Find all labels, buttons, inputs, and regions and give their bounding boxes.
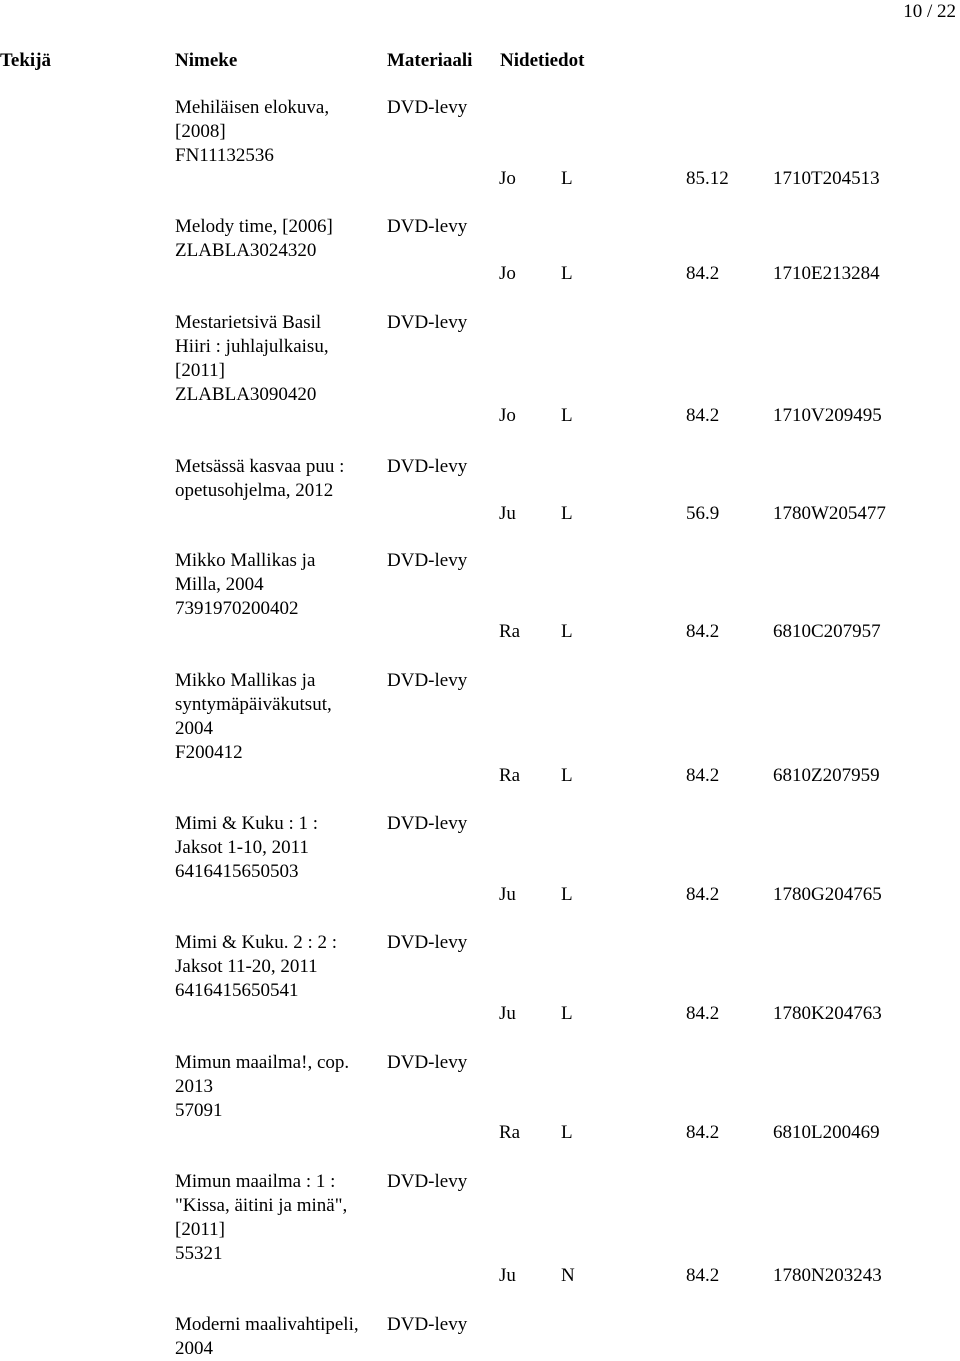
holding-shelf: L [561, 503, 573, 524]
holding-class: 84.2 [686, 765, 720, 786]
record-title-line: Jaksot 11-20, 2011 [175, 956, 318, 977]
header-holdings: Nidetiedot [500, 50, 585, 71]
record-material: DVD-levy [387, 932, 468, 953]
record-title-line: Mimun maailma!, cop. [175, 1052, 350, 1073]
record-title-line: Metsässä kasvaa puu : [175, 456, 345, 477]
holding-class: 84.2 [686, 405, 720, 426]
record-title [175, 669, 332, 765]
holding-shelf: L [561, 168, 573, 189]
record-material: DVD-levy [387, 1171, 468, 1192]
record-title-line: 6416415650503 [175, 861, 299, 882]
holding-location: Ra [499, 765, 521, 786]
record-title-line: Mikko Mallikas ja [175, 670, 316, 691]
record-title-line: Milla, 2004 [175, 574, 264, 595]
holding-location: Jo [499, 405, 516, 426]
record-title [175, 931, 337, 1003]
holding-class: 84.2 [686, 1265, 720, 1286]
holding-shelf: L [561, 884, 573, 905]
record-title-line: Melody time, [2006] [175, 216, 333, 237]
holding-shelf: L [561, 405, 573, 426]
record-title-line: [2008] [175, 121, 226, 142]
record-title-line: Mikko Mallikas ja [175, 550, 316, 571]
record-title-line: "Kissa, äitini ja minä", [175, 1195, 348, 1216]
record-title [175, 215, 333, 263]
record-material: DVD-levy [387, 97, 468, 118]
record-title [175, 455, 344, 503]
holding-class: 84.2 [686, 1122, 720, 1143]
holding-location: Ju [499, 1003, 516, 1024]
holding-shelf: L [561, 263, 573, 284]
holding-location: Jo [499, 263, 516, 284]
record-title-line: F200412 [175, 742, 243, 763]
holding-id: 1710V209495 [773, 405, 882, 426]
record-title-line: syntymäpäiväkutsut, [175, 694, 332, 715]
record-title-line: FN11132536 [175, 145, 274, 166]
record-title-line: Mimi & Kuku : 1 : [175, 813, 319, 834]
holding-class: 84.2 [686, 884, 720, 905]
header-author: Tekijä [0, 50, 52, 71]
holding-class: 85.12 [686, 168, 729, 189]
record-title-line: 57091 [175, 1100, 223, 1121]
holding-shelf: L [561, 1122, 573, 1143]
record-title [175, 96, 329, 168]
holding-class: 84.2 [686, 621, 720, 642]
record-material: DVD-levy [387, 216, 468, 237]
holding-shelf: L [561, 1003, 573, 1024]
record-title [175, 1170, 347, 1266]
record-title-line: Mehiläisen elokuva, [175, 97, 330, 118]
holding-id: 1710T204513 [773, 168, 880, 189]
holding-id: 6810L200469 [773, 1122, 880, 1143]
holding-location: Ju [499, 884, 516, 905]
record-title-line: Mimun maailma : 1 : [175, 1171, 336, 1192]
record-material: DVD-levy [387, 312, 468, 333]
holding-class: 84.2 [686, 1003, 720, 1024]
record-title-line: 6416415650541 [175, 980, 299, 1001]
holding-class: 56.9 [686, 503, 720, 524]
record-title [175, 549, 315, 621]
record-title-line: [2011] [175, 360, 225, 381]
holding-shelf: L [561, 621, 573, 642]
holding-id: 1780G204765 [773, 884, 882, 905]
record-title-line: opetusohjelma, 2012 [175, 480, 334, 501]
holding-location: Ju [499, 503, 516, 524]
record-title-line: ZLABLA3090420 [175, 384, 317, 405]
record-material: DVD-levy [387, 670, 468, 691]
holding-id: 1780W205477 [773, 503, 886, 524]
holding-location: Ju [499, 1265, 516, 1286]
record-title-line: ZLABLA3024320 [175, 240, 317, 261]
holding-location: Jo [499, 168, 516, 189]
holding-shelf: N [561, 1265, 575, 1286]
holding-class: 84.2 [686, 263, 720, 284]
holding-location: Ra [499, 1122, 521, 1143]
record-title [175, 1051, 349, 1123]
record-title [175, 812, 318, 884]
holding-id: 1780K204763 [773, 1003, 882, 1024]
record-title-line: 2004 [175, 1338, 213, 1359]
record-title-line: 2004 [175, 718, 213, 739]
record-material: DVD-levy [387, 1314, 468, 1335]
page-number: 10 / 22 [903, 1, 956, 22]
record-title-line: Hiiri : juhlajulkaisu, [175, 336, 329, 357]
header-material: Materiaali [387, 50, 473, 71]
record-material: DVD-levy [387, 456, 468, 477]
holding-id: 1710E213284 [773, 263, 880, 284]
record-title-line: Jaksot 1-10, 2011 [175, 837, 309, 858]
record-title [175, 1313, 359, 1361]
record-material: DVD-levy [387, 813, 468, 834]
record-title-line: [2011] [175, 1219, 225, 1240]
holding-location: Ra [499, 621, 521, 642]
holding-id: 6810C207957 [773, 621, 881, 642]
record-title-line: 7391970200402 [175, 598, 299, 619]
record-title [175, 311, 329, 407]
record-material: DVD-levy [387, 1052, 468, 1073]
header-title: Nimeke [175, 50, 238, 71]
record-title-line: 55321 [175, 1243, 223, 1264]
record-title-line: Mestarietsivä Basil [175, 312, 322, 333]
record-material: DVD-levy [387, 550, 468, 571]
record-title-line: Moderni maalivahtipeli, [175, 1314, 359, 1335]
record-title-line: Mimi & Kuku. 2 : 2 : [175, 932, 338, 953]
holding-shelf: L [561, 765, 573, 786]
record-title-line: 2013 [175, 1076, 213, 1097]
holding-id: 6810Z207959 [773, 765, 880, 786]
holding-id: 1780N203243 [773, 1265, 882, 1286]
